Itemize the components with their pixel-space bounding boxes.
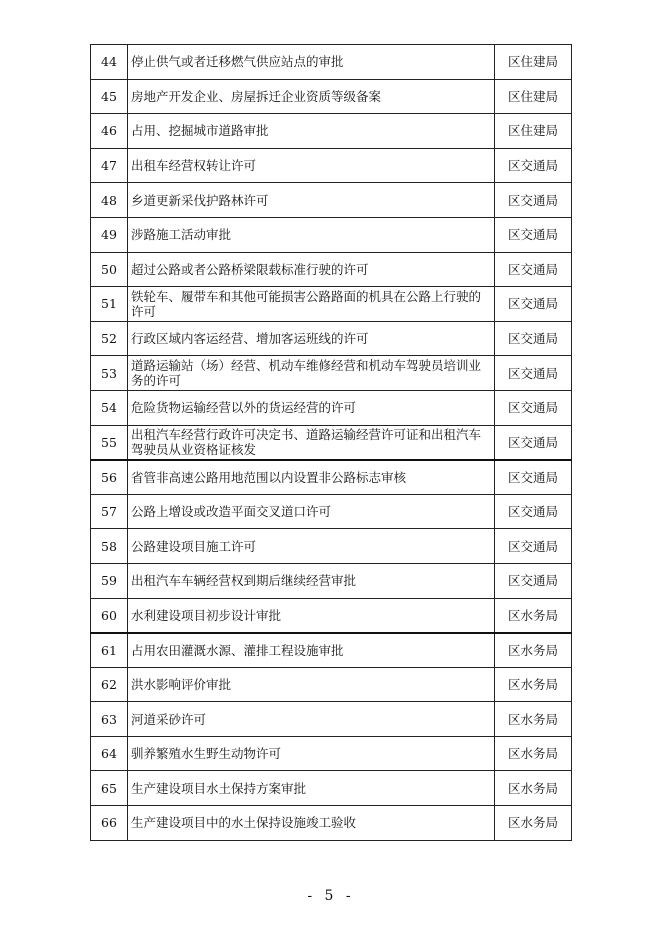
table-row — [91, 45, 572, 80]
item-name: 出租车经营权转让许可 — [128, 148, 495, 183]
table-row — [91, 356, 572, 391]
department: 区水务局 — [495, 806, 572, 841]
item-name: 驯养繁殖水生野生动物许可 — [128, 736, 495, 771]
page-number: - 5 - — [307, 888, 355, 904]
department: 区交通局 — [495, 252, 572, 287]
row-number: 52 — [91, 321, 128, 356]
department: 区水务局 — [495, 598, 572, 633]
row-number: 65 — [91, 771, 128, 806]
table-row — [91, 79, 572, 114]
document-table-container — [90, 44, 572, 841]
item-name: 生产建设项目水土保持方案审批 — [128, 771, 495, 806]
table-row — [91, 460, 572, 495]
table-row — [91, 114, 572, 149]
item-name: 房地产开发企业、房屋拆迁企业资质等级备案 — [128, 79, 495, 114]
row-number: 62 — [91, 667, 128, 702]
row-number: 60 — [91, 598, 128, 633]
item-name: 水利建设项目初步设计审批 — [128, 598, 495, 633]
department: 区交通局 — [495, 529, 572, 564]
department: 区水务局 — [495, 702, 572, 737]
item-name: 生产建设项目中的水土保持设施竣工验收 — [128, 806, 495, 841]
table-row — [91, 425, 572, 460]
department: 区水务局 — [495, 736, 572, 771]
department: 区交通局 — [495, 217, 572, 252]
department: 区交通局 — [495, 563, 572, 598]
department: 区交通局 — [495, 390, 572, 425]
table-row — [91, 287, 572, 322]
table-row — [91, 806, 572, 841]
department: 区交通局 — [495, 148, 572, 183]
row-number: 45 — [91, 79, 128, 114]
department: 区水务局 — [495, 771, 572, 806]
item-name: 铁轮车、履带车和其他可能损害公路路面的机具在公路上行驶的许可 — [128, 287, 495, 322]
table-row — [91, 563, 572, 598]
row-number: 51 — [91, 287, 128, 322]
table-row — [91, 217, 572, 252]
table-row — [91, 598, 572, 633]
row-number: 44 — [91, 45, 128, 80]
item-name: 出租汽车经营行政许可决定书、道路运输经营许可证和出租汽车驾驶员从业资格证核发 — [128, 425, 495, 460]
table-row — [91, 494, 572, 529]
table-row — [91, 771, 572, 806]
row-number: 64 — [91, 736, 128, 771]
table-row — [91, 529, 572, 564]
table-row — [91, 183, 572, 218]
row-number: 57 — [91, 494, 128, 529]
department: 区住建局 — [495, 79, 572, 114]
row-number: 48 — [91, 183, 128, 218]
item-name: 公路上增设或改造平面交叉道口许可 — [128, 494, 495, 529]
item-name: 占用农田灌溉水源、灌排工程设施审批 — [128, 633, 495, 668]
table-row — [91, 252, 572, 287]
item-name: 道路运输站（场）经营、机动车维修经营和机动车驾驶员培训业务的许可 — [128, 356, 495, 391]
row-number: 46 — [91, 114, 128, 149]
department: 区交通局 — [495, 287, 572, 322]
department: 区住建局 — [495, 45, 572, 80]
table-row — [91, 667, 572, 702]
table-row — [91, 633, 572, 668]
department: 区水务局 — [495, 667, 572, 702]
table-row — [91, 321, 572, 356]
row-number: 53 — [91, 356, 128, 391]
item-name: 占用、挖掘城市道路审批 — [128, 114, 495, 149]
item-name: 涉路施工活动审批 — [128, 217, 495, 252]
row-number: 61 — [91, 633, 128, 668]
item-name: 公路建设项目施工许可 — [128, 529, 495, 564]
row-number: 56 — [91, 460, 128, 495]
table-row — [91, 702, 572, 737]
approval-items-table — [90, 44, 572, 841]
row-number: 50 — [91, 252, 128, 287]
item-name: 出租汽车车辆经营权到期后继续经营审批 — [128, 563, 495, 598]
item-name: 河道采砂许可 — [128, 702, 495, 737]
item-name: 洪水影响评价审批 — [128, 667, 495, 702]
item-name: 危险货物运输经营以外的货运经营的许可 — [128, 390, 495, 425]
department: 区交通局 — [495, 460, 572, 495]
item-name: 乡道更新采伐护路林许可 — [128, 183, 495, 218]
row-number: 54 — [91, 390, 128, 425]
row-number: 66 — [91, 806, 128, 841]
row-number: 58 — [91, 529, 128, 564]
row-number: 59 — [91, 563, 128, 598]
department: 区交通局 — [495, 356, 572, 391]
row-number: 49 — [91, 217, 128, 252]
department: 区交通局 — [495, 425, 572, 460]
item-name: 停止供气或者迁移燃气供应站点的审批 — [128, 45, 495, 80]
item-name: 省管非高速公路用地范围以内设置非公路标志审核 — [128, 460, 495, 495]
row-number: 63 — [91, 702, 128, 737]
row-number: 47 — [91, 148, 128, 183]
item-name: 超过公路或者公路桥梁限载标准行驶的许可 — [128, 252, 495, 287]
table-row — [91, 736, 572, 771]
department: 区交通局 — [495, 183, 572, 218]
department: 区住建局 — [495, 114, 572, 149]
item-name: 行政区域内客运经营、增加客运班线的许可 — [128, 321, 495, 356]
table-row — [91, 148, 572, 183]
department: 区交通局 — [495, 321, 572, 356]
department: 区水务局 — [495, 633, 572, 668]
row-number: 55 — [91, 425, 128, 460]
department: 区交通局 — [495, 494, 572, 529]
table-body — [91, 45, 572, 841]
table-row — [91, 390, 572, 425]
